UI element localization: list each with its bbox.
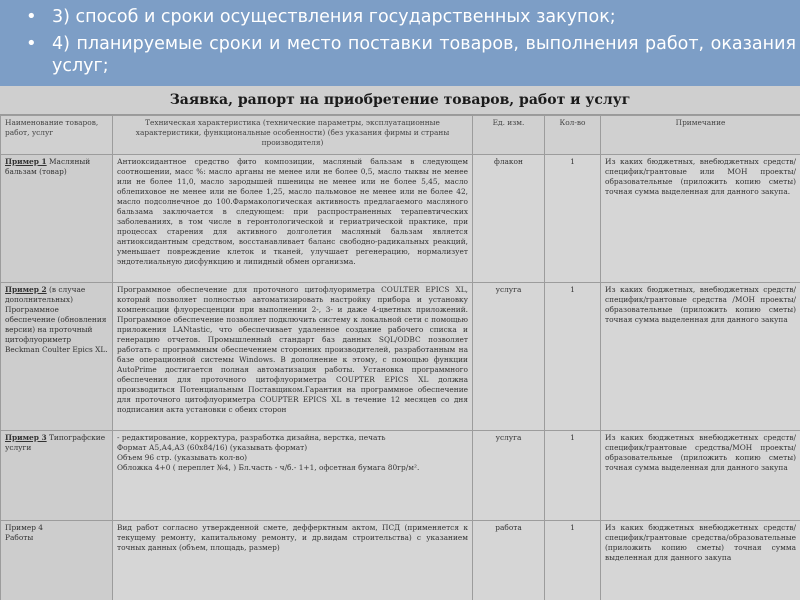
table-row xyxy=(1,283,800,431)
document-image xyxy=(0,86,800,600)
bullet-item xyxy=(26,33,796,77)
example-label: Пример 4 xyxy=(5,523,44,532)
row-unit: услуга xyxy=(473,283,545,431)
row-description: Антиоксидантное средство фито композиции, масляный бальзам в следующем соотношении, масс %: масло арганы не менее или не более 0,5, масло тыквы не менее или не более 11,0, масло зародышей пшеницы не менее или не более 5,45, масло облепиховое не менее или не более 1,25, масло пальмовое не менее или не более 42, масло подсолнечное до 100.Фармакологическая активность предлагаемого масляного бальзама заключается в следующем: при распространенных терапевтических заболеваниях, в том числе в геронтологической и гериатрической практике, при процессах старения для активного долголетия масляный бальзам является антиоксидантным средством, восстанавливает баланс свободно-радикальных реакций, уменьшает повреждение клеток и тканей, улучшает регенерацию, нормализует эндотелиальную дисфункцию и липидный обмен организма. xyxy=(113,155,473,283)
row-qty: 1 xyxy=(545,431,601,521)
row-note: Из каких бюджетных внебюджетных средств/специфик/грантовые средства/МОН проекты/образовательные (приложить копию сметы) точная сумма выделенная для данного закупа xyxy=(601,431,800,521)
table-row xyxy=(1,521,800,600)
row-note: Из каких бюджетных, внебюджетных средств/специфик/грантовые средства /МОН проекты/образовательные (приложить копию сметы) точная сумма выделенная для данного закупа xyxy=(601,283,800,431)
row-note: Из каких бюджетных, внебюджетных средств/специфик/грантовые или МОН проекты/образовательные (приложить копию сметы) точная сумма выделенная для данного закупа. xyxy=(601,155,800,283)
header-unit: Ед. изм. xyxy=(473,116,545,155)
example-label: Пример 1 xyxy=(5,157,47,166)
document-title: Заявка, рапорт на приобретение товаров, работ и услуг xyxy=(0,86,800,115)
header-note: Примечание xyxy=(601,116,800,155)
header-qty: Кол-во xyxy=(545,116,601,155)
bullet-text: 4) планируемые сроки и место поставки товаров, выполнения работ, оказания услуг; xyxy=(52,34,796,76)
row-description: Вид работ согласно утвержденной смете, дефферктным актом, ПСД (применяется к текущему ремонту, капитальному ремонту, и др.видам строительства) с указанием точных данных (объем, площадь, размер) xyxy=(113,521,473,600)
item-name: Типографские услуги xyxy=(5,433,106,452)
example-label: Пример 3 xyxy=(5,433,47,442)
row-note: Из каких бюджетных внебюджетных средств/специфик/грантовые средства/образовательные (приложить копию сметы) точная сумма выделенная для данного закупа xyxy=(601,521,800,600)
table-row xyxy=(1,155,800,283)
row-name xyxy=(1,521,113,600)
bullet-text: 3) способ и сроки осуществления государственных закупок; xyxy=(52,7,616,27)
bullet-list xyxy=(26,6,796,82)
table-header-row xyxy=(1,116,800,155)
header-tech: Техническая характеристика (технические параметры, эксплуатационные характеристики, функциональные особенности) (без указания фирмы и страны производителя) xyxy=(113,116,473,155)
slide-header xyxy=(0,0,800,86)
row-unit: работа xyxy=(473,521,545,600)
row-qty: 1 xyxy=(545,283,601,431)
table-row xyxy=(1,431,800,521)
row-qty: 1 xyxy=(545,521,601,600)
item-name: Масляный бальзам (товар) xyxy=(5,157,91,176)
header-name: Наименование товаров, работ, услуг xyxy=(1,116,113,155)
row-qty: 1 xyxy=(545,155,601,283)
row-name xyxy=(1,431,113,521)
bullet-item xyxy=(26,6,796,28)
row-description: - редактирование, корректура, разработка дизайна, верстка, печать Формат А5,А4,А3 (60х84/16) (указывать формат) Объем 96 стр. (указывать кол-во) Обложка 4+0 ( переплет №4, ) Бл.часть - ч/б.- 1+1, офсетная бумага 80гр/м². xyxy=(113,431,473,521)
row-name xyxy=(1,283,113,431)
row-unit: флакон xyxy=(473,155,545,283)
row-description: Программное обеспечение для проточного цитофлуориметра COULTER EPICS XL, который позволяет полностью автоматизировать настройку прибора и установку компенсации флуоресценции при выполнении 2-, 3- и даже 4-цветных приложений. Программное обеспечение позволяет подключить систему к локальной сети с помощью приложения LANtastic, что обеспечивает удаленное создание рабочего списка и генерацию отчетов. Промышленный стандарт баз данных SQL/ODBC позволяет работать с программным обеспечением сторонних производителей, разработанным на базе операционной системы Windows. В дополнение к этому, с помощью функции AutoPrime достигается полная автоматизация работы. Установка программного обеспечения для проточного цитофлуориметра COUPTER EPICS XL должна производиться Потенциальным Поставщиком.Гарантия на программное обеспечение для проточного цитофлуориметра COUPTER EPICS XL в течение 12 месяцев со дня подписания акта установки с обеих сторон xyxy=(113,283,473,431)
bullet-dot-icon: • xyxy=(26,6,37,27)
row-name xyxy=(1,155,113,283)
item-name: Работы xyxy=(5,533,34,542)
request-table xyxy=(0,115,800,600)
example-label: Пример 2 xyxy=(5,285,47,294)
item-name: (в случае дополнительных) Программное обеспечение (обновления версии) на проточный цитофлуориметр Beckman Coulter Epics XL. xyxy=(5,285,108,354)
bullet-dot-icon: • xyxy=(26,33,37,54)
row-unit: услуга xyxy=(473,431,545,521)
